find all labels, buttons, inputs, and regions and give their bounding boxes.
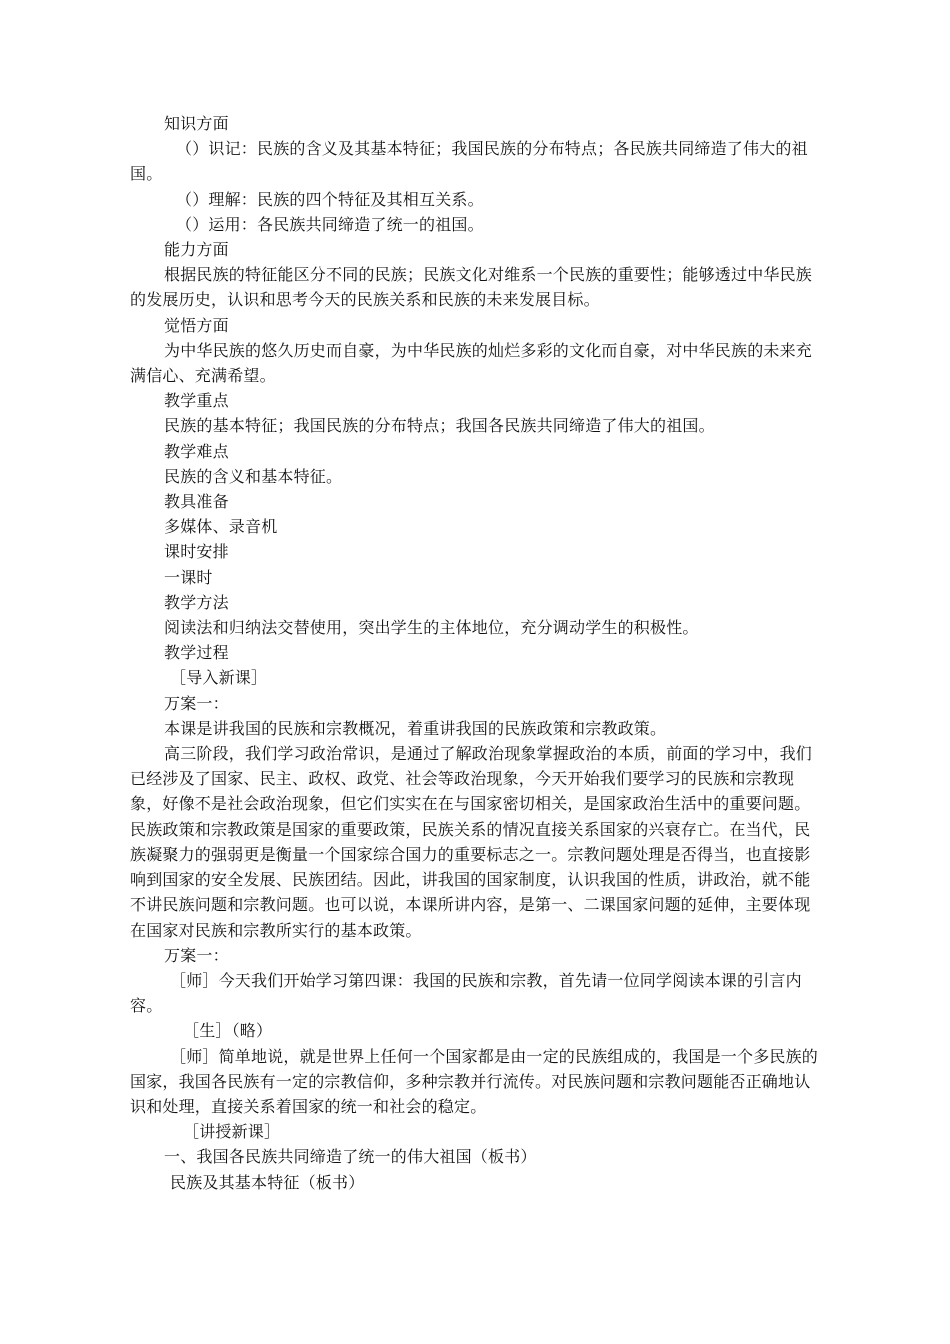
paragraph: 民族及其基本特征（板书） [170,1172,365,1192]
paragraph: 一课时 [164,567,213,587]
paragraph: 教学过程 [164,643,229,663]
paragraph: 多媒体、录音机 [164,517,278,537]
paragraph: 阅读法和归纳法交替使用，突出学生的主体地位，充分调动学生的积极性。 [164,618,699,638]
paragraph: 万案一： [164,693,229,713]
paragraph: ［导入新课］ [170,668,268,688]
paragraph: ［师］今天我们开始学习第四课：我国的民族和宗教，首先请一位同学阅读本课的引言内容。 [130,970,802,1016]
paragraph: 为中华民族的悠久历史而自豪，为中华民族的灿烂多彩的文化而自豪，对中华民族的未来充满信心、充满希望。 [130,340,813,386]
paragraph: 根据民族的特征能区分不同的民族；民族文化对维系一个民族的重要性；能够透过中华民族的发展历史，认识和思考今天的民族关系和民族的未来发展目标。 [130,265,813,310]
paragraph: 一、我国各民族共同缔造了统一的伟大祖国（板书） [164,1147,537,1167]
paragraph: ［讲授新课］ [183,1122,281,1142]
document-body [130,111,825,1195]
paragraph: 本课是讲我国的民族和宗教概况，着重讲我国的民族政策和宗教政策。 [164,718,667,738]
paragraph: 知识方面 [164,114,229,133]
paragraph: 教学方法 [164,592,229,612]
paragraph: 教学难点 [164,441,229,461]
paragraph: （）理解：民族的四个特征及其相互关系。 [176,189,484,209]
paragraph: 民族的含义和基本特征。 [164,466,343,486]
paragraph: 能力方面 [164,240,229,260]
paragraph: 教学重点 [164,391,229,411]
paragraph: 高三阶段，我们学习政治常识，是通过了解政治现象掌握政治的本质，前面的学习中，我们已经涉及了国家、民主、政权、政党、社会等政治现象，今天开始我们要学习的民族和宗教现象，好像不是社会政治现象，但它们实实在在与国家密切相关，是国家政治生活中的重要问题。民族政策和宗教政策是国家的重要政策，民族关系的情况直接关系国家的兴衰存亡。在当代，民族凝聚力的强弱更是衡量一个国家综合国力的重要标志之一。宗教问题处理是否得当，也直接影响到国家的安全发展、民族团结。因此，讲我国的国家制度，认识我国的性质，讲政治，就不能不讲民族问题和宗教问题。也可以说，本课所讲内容，是第一、二课国家问题的延伸，主要体现在国家对民族和宗教所实行的基本政策。 [130,744,813,940]
paragraph: 觉悟方面 [164,315,229,335]
paragraph: 教具准备 [164,492,229,512]
paragraph: 民族的基本特征；我国民族的分布特点；我国各民族共同缔造了伟大的祖国。 [164,416,715,436]
paragraph: 万案一： [164,945,229,965]
paragraph: ［生］（略） [183,1021,273,1041]
paragraph: （）运用：各民族共同缔造了统一的祖国。 [176,214,484,234]
paragraph: ［师］简单地说，就是世界上任何一个国家都是由一定的民族组成的，我国是一个多民族的国家，我国各民族有一定的宗教信仰，多种宗教并行流传。对民族问题和宗教问题能否正确地认识和处理，直接关系着国家的统一和社会的稳定。 [130,1046,819,1116]
paragraph: 课时安排 [164,542,229,562]
paragraph: （）识记：民族的含义及其基本特征；我国民族的分布特点；各民族共同缔造了伟大的祖国。 [130,139,808,184]
